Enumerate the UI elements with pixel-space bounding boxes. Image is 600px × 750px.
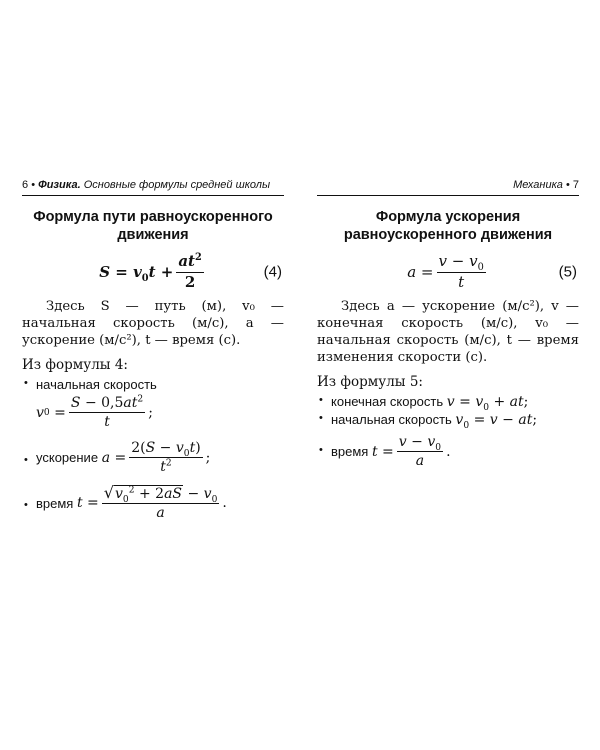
left-page-number: 6: [22, 179, 29, 191]
formula-5: a = $\frac{v - v_0}{t}$ (5): [407, 252, 577, 291]
left-page: [22, 178, 284, 522]
right-from-formula: Из формулы 5:: [317, 374, 423, 390]
section-name: Механика: [513, 179, 563, 191]
list-item: • начальная скорость v 0 = $\frac{S - 0,5at^2}{t}$ ;: [22, 377, 284, 430]
right-section-title: Формула ускорения равноускоренного движения: [343, 209, 553, 243]
right-running-header: [317, 178, 579, 196]
list-item: • время t = √ $v_0^2 + 2aS$ − $v_0$ a .: [24, 483, 227, 522]
list-item: • ускорение a = $\frac{2(S - v_0t)}{t^2}$ ;: [24, 440, 211, 476]
formula-4: $S = v_0t$ + $\frac{at^2}{2}$ (4): [99, 252, 282, 291]
left-section-title: Формула пути равноускоренного движения: [33, 209, 273, 243]
book-subtitle: Основные формулы средней школы: [83, 179, 271, 191]
left-derived-list: [22, 377, 284, 522]
list-item: • время t = $\frac{v - v_0}{a}$ .: [319, 434, 451, 470]
right-page-number: 7: [572, 179, 579, 191]
equation-number-5: (5): [558, 263, 577, 281]
formula-t: t = √ $v_0^2 + 2aS$ − $v_0$ a .: [76, 483, 227, 522]
right-derived-list: [317, 394, 579, 469]
formula-v0: v 0 = $\frac{S - 0,5at^2}{t}$ ;: [36, 394, 153, 431]
formula-v0-right: $v_0 = v$ − at;: [455, 412, 538, 431]
left-explanation: Здесь S — путь (м), v₀ — начальная скорость (м/с), a — ускорение (м/с²), t — время (с).: [22, 299, 284, 348]
book-title: Физика.: [38, 179, 81, 191]
right-page: [317, 178, 579, 469]
list-item: • начальная скорость $v_0 = v$ − at;: [319, 412, 538, 431]
bullet-sep: •: [565, 179, 573, 191]
list-item: • конечная скорость $v = v_0$ + at;: [319, 394, 529, 413]
equation-number-4: (4): [263, 263, 282, 281]
left-from-formula: Из формулы 4:: [22, 357, 128, 373]
formula-v: $v = v_0$ + at;: [446, 394, 529, 413]
left-running-header: [22, 178, 284, 196]
formula-a: a = $\frac{2(S - v_0t)}{t^2}$ ;: [101, 440, 211, 476]
right-explanation: Здесь a — ускорение (м/с²), v — конечная скорость (м/с), v₀ — начальная скорость (м/с), t — время изменения скорости (с).: [317, 299, 579, 365]
formula-t-right: t = $\frac{v - v_0}{a}$ .: [371, 434, 451, 470]
bullet-sep: •: [31, 179, 39, 191]
